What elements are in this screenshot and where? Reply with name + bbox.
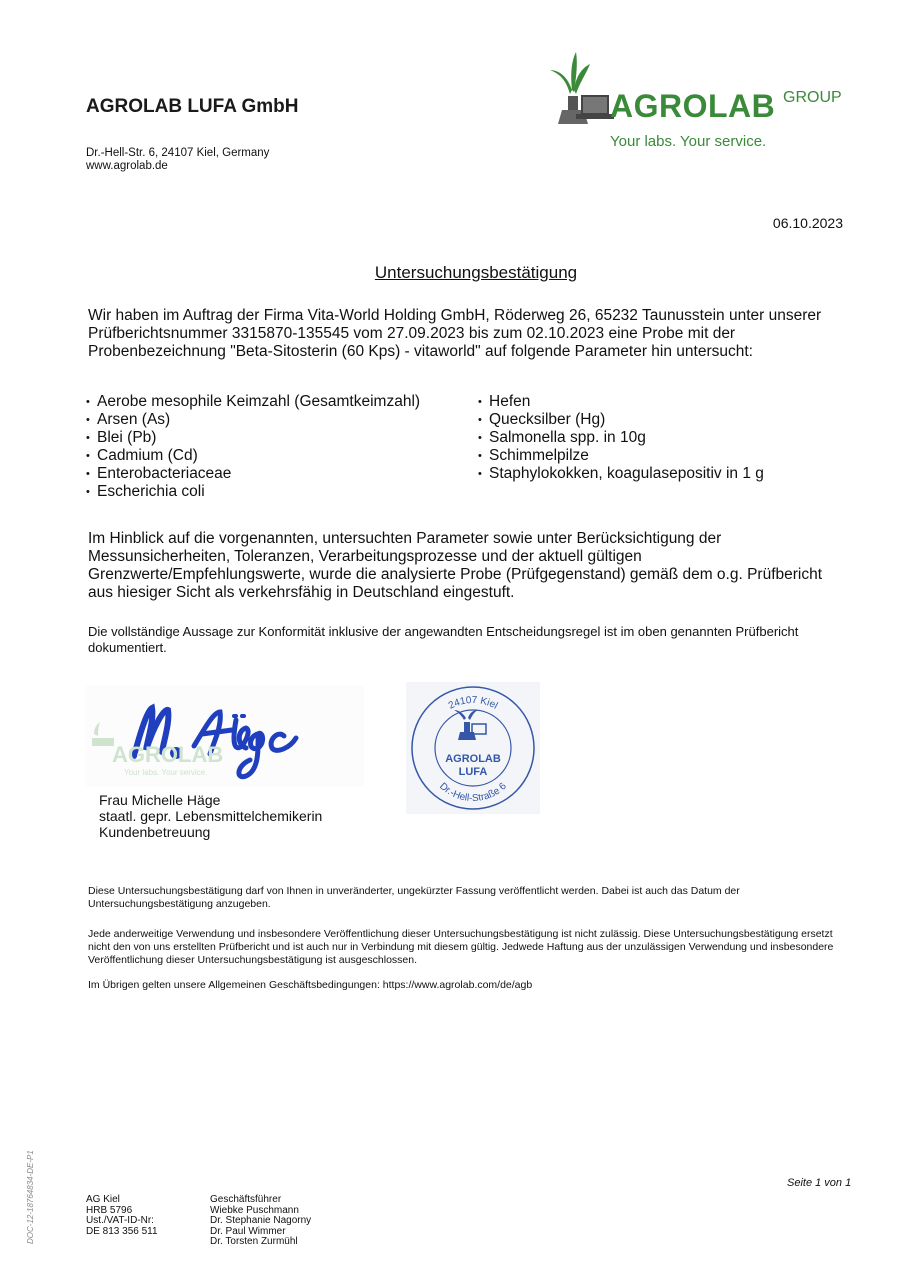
footer-line: Dr. Torsten Zurmühl — [210, 1236, 298, 1247]
parameter-list-right — [478, 393, 764, 483]
document-title: Untersuchungsbestätigung — [374, 263, 578, 282]
footer-line: HRB 5796 — [86, 1204, 133, 1216]
footer-management — [210, 1195, 311, 1248]
footer-line: Geschäftsführer — [210, 1194, 282, 1205]
parameter-item: • Hefen — [478, 393, 764, 411]
parameter-item: • Blei (Pb) — [86, 429, 420, 447]
signature-watermark-logo: AGROLAB — [112, 742, 224, 767]
svg-text:24107 Kiel — [447, 695, 500, 712]
parameter-item: • Staphylokokken, koagulasepositiv in 1 g — [478, 465, 764, 483]
footer-line: DE 813 356 511 — [86, 1225, 158, 1237]
parameter-item: • Quecksilber (Hg) — [478, 411, 764, 429]
logo-tagline: Your labs. Your service. — [610, 133, 767, 150]
signature-watermark-tagline: Your labs. Your service. — [124, 768, 208, 777]
footer-registration — [86, 1195, 158, 1237]
parameter-item: • Enterobacteriaceae — [86, 465, 420, 483]
intro-paragraph: Wir haben im Auftrag der Firma Vita-World Holding GmbH, Röderweg 26, 65232 Taunusstein unter unserer Prüfberichtsnummer 3315870-135545 vom 27.09.2023 bis zum 02.10.2023 eine Probe mit der Probenbezeichnung "Beta-Sitosterin (60 Kps) - vitaworld" auf folgende Parameter hin untersucht: — [88, 307, 822, 360]
address-street: Dr.-Hell-Str. 6, 24107 Kiel, Germany — [86, 147, 270, 159]
parameter-item: • Salmonella spp. in 10g — [478, 429, 764, 447]
page-number: Seite 1 von 1 — [787, 1177, 852, 1189]
footer-line: Dr. Stephanie Nagorny — [210, 1215, 312, 1226]
parameter-item: • Aerobe mesophile Keimzahl (Gesamtkeimzahl) — [86, 393, 420, 411]
parameter-item: • Escherichia coli — [86, 483, 420, 501]
svg-text:Dr.-Hell-Straße 6 — [437, 781, 509, 805]
footer-line: Dr. Paul Wimmer — [210, 1225, 286, 1237]
stamp-top-text: 24107 Kiel — [446, 694, 500, 712]
stamp-name — [431, 753, 515, 779]
document-code: DOC-12-18764834-DE-P1 — [26, 1150, 35, 1244]
signer-name: Frau Michelle Häge — [99, 792, 221, 808]
company-website: www.agrolab.de — [86, 160, 168, 172]
company-address — [86, 147, 269, 173]
parameter-item: • Cadmium (Cd) — [86, 447, 420, 465]
signer-block — [99, 792, 322, 840]
parameter-item: • Arsen (As) — [86, 411, 420, 429]
disclaimer-terms: Im Übrigen gelten unsere Allgemeinen Geschäftsbedingungen: https://www.agrolab.com/de/agb — [88, 979, 533, 991]
footer-line: Wiebke Puschmann — [210, 1204, 299, 1216]
footer-line: AG Kiel — [86, 1194, 120, 1205]
stamp-bottom-text: Dr.-Hell-Straße 6 — [437, 780, 509, 805]
company-name: AGROLAB LUFA GmbH — [86, 96, 299, 117]
document-date: 06.10.2023 — [772, 215, 843, 231]
assessment-paragraph: Im Hinblick auf die vorgenannten, untersuchten Parameter sowie unter Berücksichtigung der Messunsicherheiten, Toleranzen, Verarbeitungsprozesse und der aktuell gültigen Grenzwerte/Empfehlungswerte, wurde die analysierte Probe (Prüfgegenstand) gemäß dem o.g. Prüfbericht aus hiesiger Sicht als verkehrsfähig in Deutschland eingestuft. — [88, 530, 823, 601]
disclaimer-liability: Jede anderweitige Verwendung und insbesondere Veröffentlichung dieser Untersuchungsbestätigung ist nicht zulässig. Diese Untersuchungsbestätigung ersetzt nicht den von uns erstellten Prüfbericht und ist auch nur in Verbindung mit diesem gültig. Jedwede Haftung aus der unzulässigen Verwendung und insbesondere Veröffentlichung dieser Untersuchungsbestätigung ist ausgeschlossen. — [88, 928, 834, 966]
logo-group: GROUP — [783, 89, 842, 106]
logo-name: AGROLAB — [610, 88, 776, 124]
stamp-name-line: LUFA — [458, 766, 488, 778]
parameter-list-left — [86, 393, 420, 501]
signer-role: staatl. gepr. Lebensmittelchemikerin — [99, 808, 323, 824]
parameter-item: • Schimmelpilze — [478, 447, 764, 465]
conformity-note: Die vollständige Aussage zur Konformität inklusive der angewandten Entscheidungsregel ist im oben genannten Prüfbericht dokumentiert. — [88, 624, 799, 655]
footer-line: Ust./VAT-ID-Nr: — [86, 1215, 154, 1226]
stamp-name-line: AGROLAB — [445, 753, 501, 765]
disclaimer-publication: Diese Untersuchungsbestätigung darf von Ihnen in unveränderter, ungekürzter Fassung veröffentlicht werden. Dabei ist auch das Datum der Untersuchungsbestätigung anzugeben. — [88, 885, 740, 910]
company-stamp — [406, 682, 540, 814]
signer-department: Kundenbetreuung — [99, 824, 211, 840]
